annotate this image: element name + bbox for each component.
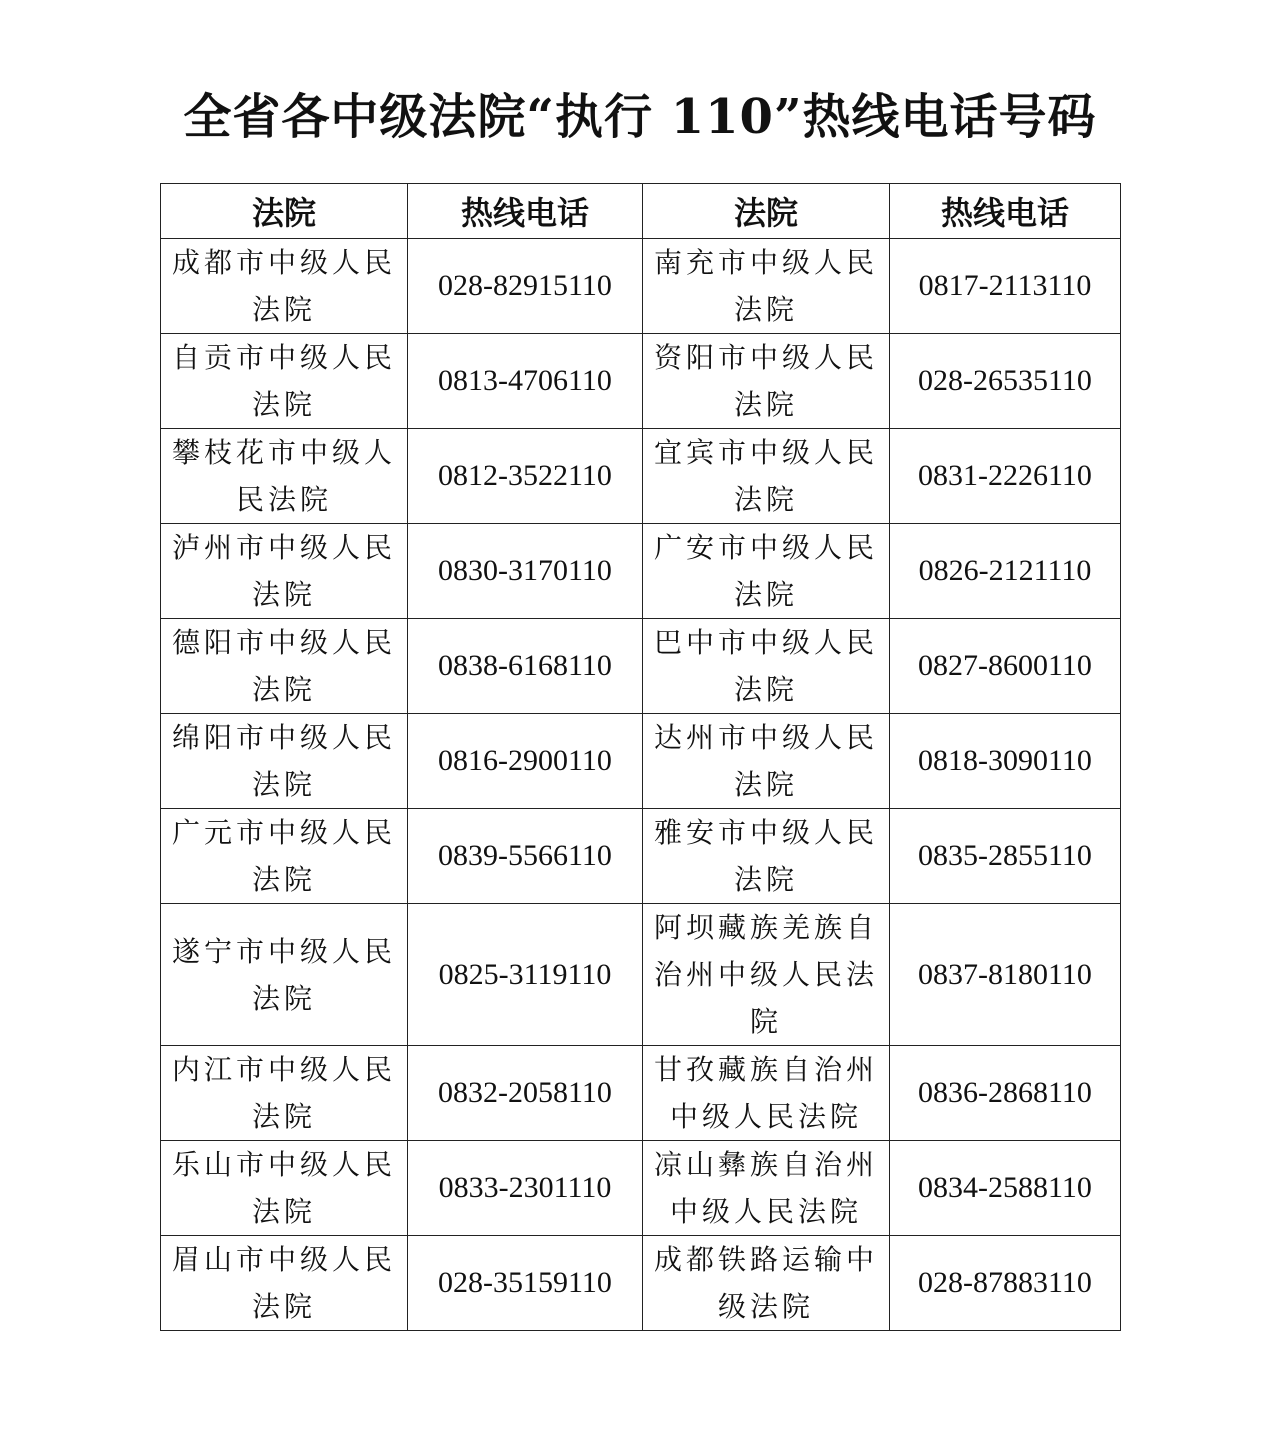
header-row (161, 184, 1121, 239)
phone-number-left: 0830-3170110 (408, 524, 643, 619)
court-name-left: 攀枝花市中级人民法院 (161, 429, 408, 524)
hotline-table (160, 183, 1121, 1331)
table-row (161, 809, 1121, 904)
table-row (161, 1141, 1121, 1236)
court-name-left: 泸州市中级人民法院 (161, 524, 408, 619)
phone-number-left: 0833-2301110 (408, 1141, 643, 1236)
table-row (161, 714, 1121, 809)
court-name-right: 凉山彝族自治州中级人民法院 (643, 1141, 890, 1236)
court-name-right: 宜宾市中级人民法院 (643, 429, 890, 524)
court-name-right: 资阳市中级人民法院 (643, 334, 890, 429)
court-name-right: 甘孜藏族自治州中级人民法院 (643, 1046, 890, 1141)
court-name-left: 眉山市中级人民法院 (161, 1236, 408, 1331)
phone-number-right: 0834-2588110 (890, 1141, 1121, 1236)
table-body (161, 239, 1121, 1331)
phone-number-left: 0813-4706110 (408, 334, 643, 429)
table-row (161, 1236, 1121, 1331)
court-name-left: 广元市中级人民法院 (161, 809, 408, 904)
court-name-left: 自贡市中级人民法院 (161, 334, 408, 429)
phone-number-right: 028-87883110 (890, 1236, 1121, 1331)
phone-number-left: 0816-2900110 (408, 714, 643, 809)
court-name-right: 南充市中级人民法院 (643, 239, 890, 334)
court-name-right: 巴中市中级人民法院 (643, 619, 890, 714)
phone-number-right: 028-26535110 (890, 334, 1121, 429)
phone-number-right: 0826-2121110 (890, 524, 1121, 619)
phone-number-left: 0825-3119110 (408, 904, 643, 1046)
table-row (161, 239, 1121, 334)
phone-number-left: 0832-2058110 (408, 1046, 643, 1141)
table-row (161, 334, 1121, 429)
table-row (161, 619, 1121, 714)
phone-number-right: 0831-2226110 (890, 429, 1121, 524)
table-row (161, 904, 1121, 1046)
court-name-right: 雅安市中级人民法院 (643, 809, 890, 904)
phone-number-right: 0835-2855110 (890, 809, 1121, 904)
phone-number-left: 0812-3522110 (408, 429, 643, 524)
phone-number-left: 0838-6168110 (408, 619, 643, 714)
phone-number-right: 0827-8600110 (890, 619, 1121, 714)
phone-number-left: 028-35159110 (408, 1236, 643, 1331)
court-name-left: 遂宁市中级人民法院 (161, 904, 408, 1046)
court-name-right: 广安市中级人民法院 (643, 524, 890, 619)
phone-number-left: 0839-5566110 (408, 809, 643, 904)
court-name-left: 乐山市中级人民法院 (161, 1141, 408, 1236)
court-name-right: 阿坝藏族羌族自治州中级人民法院 (643, 904, 890, 1046)
court-name-left: 内江市中级人民法院 (161, 1046, 408, 1141)
header-court-right: 法院 (643, 184, 890, 239)
court-name-right: 达州市中级人民法院 (643, 714, 890, 809)
phone-number-right: 0837-8180110 (890, 904, 1121, 1046)
table-row (161, 429, 1121, 524)
court-name-left: 绵阳市中级人民法院 (161, 714, 408, 809)
header-court-left: 法院 (161, 184, 408, 239)
phone-number-right: 0817-2113110 (890, 239, 1121, 334)
header-phone-right: 热线电话 (890, 184, 1121, 239)
court-name-right: 成都铁路运输中级法院 (643, 1236, 890, 1331)
court-name-left: 德阳市中级人民法院 (161, 619, 408, 714)
table-row (161, 524, 1121, 619)
phone-number-right: 0818-3090110 (890, 714, 1121, 809)
phone-number-left: 028-82915110 (408, 239, 643, 334)
court-name-left: 成都市中级人民法院 (161, 239, 408, 334)
header-phone-left: 热线电话 (408, 184, 643, 239)
phone-number-right: 0836-2868110 (890, 1046, 1121, 1141)
table-row (161, 1046, 1121, 1141)
page-title: 全省各中级法院“执行 110”热线电话号码 (183, 89, 1097, 145)
